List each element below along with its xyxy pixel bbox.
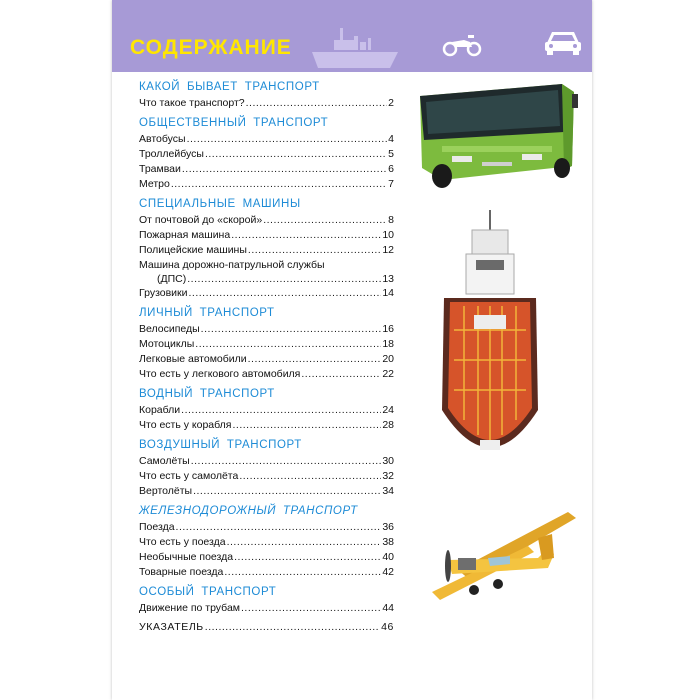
toc-section <box>139 437 394 499</box>
page-number: 36 <box>382 521 394 533</box>
leader-dots <box>234 550 381 565</box>
entry-label: Товарные поезда <box>139 566 224 578</box>
toc-entry[interactable] <box>139 454 394 469</box>
toc-entry[interactable] <box>139 337 394 352</box>
entry-label: Необычные поезда <box>139 551 234 563</box>
page-number: 22 <box>382 368 394 380</box>
entry-label: Поезда <box>139 521 175 533</box>
toc-entry[interactable] <box>139 96 394 111</box>
airplane-illustration <box>418 508 582 608</box>
page-number: 16 <box>382 323 394 335</box>
page-number: 5 <box>388 148 394 160</box>
entry-label: Что есть у легкового автомобиля <box>139 368 301 380</box>
section-title[interactable]: ВОЗДУШНЫЙ ТРАНСПОРТ <box>139 439 302 451</box>
toc-entry[interactable] <box>139 147 394 162</box>
entry-label: Что есть у самолёта <box>139 470 239 482</box>
ship-illustration <box>434 210 546 472</box>
leader-dots <box>181 403 381 418</box>
entry-label: Пожарная машина <box>139 229 231 241</box>
toc-entry[interactable] <box>139 243 394 258</box>
page-number: 40 <box>382 551 394 563</box>
entry-label: Легковые автомобили <box>139 353 247 365</box>
page-number: 7 <box>388 178 394 190</box>
toc-entry[interactable] <box>139 367 394 382</box>
leader-dots <box>227 535 382 550</box>
bus-illustration <box>412 82 582 190</box>
toc-section <box>139 503 394 580</box>
entry-label: От почтовой до «скорой» <box>139 214 263 226</box>
leader-dots <box>205 147 387 162</box>
toc-entry[interactable] <box>139 403 394 418</box>
leader-dots <box>246 96 388 111</box>
toc-section <box>139 305 394 382</box>
page-number: 18 <box>382 338 394 350</box>
entry-label: Машина дорожно-патрульной службы <box>139 259 325 271</box>
entry-label: Что такое транспорт? <box>139 97 245 109</box>
page-number: 38 <box>382 536 394 548</box>
toc-section <box>139 196 394 301</box>
toc-section <box>139 115 394 192</box>
page-number: 24 <box>382 404 394 416</box>
page-number: 34 <box>382 485 394 497</box>
entry-label: Мотоциклы <box>139 338 195 350</box>
toc-section <box>139 620 394 635</box>
toc-entry[interactable] <box>139 228 394 243</box>
leader-dots <box>233 418 382 433</box>
toc-entry[interactable] <box>139 286 394 301</box>
toc-entry[interactable] <box>139 535 394 550</box>
toc-entry[interactable] <box>139 565 394 580</box>
page-number: 10 <box>382 229 394 241</box>
entry-label: Троллейбусы <box>139 148 204 160</box>
toc-entry[interactable] <box>139 601 394 616</box>
leader-dots <box>201 322 382 337</box>
toc-entry[interactable] <box>139 550 394 565</box>
section-title[interactable]: ЖЕЛЕЗНОДОРОЖНЫЙ ТРАНСПОРТ <box>139 505 358 517</box>
entry-label: Грузовики <box>139 287 188 299</box>
toc-entry[interactable] <box>139 520 394 535</box>
page-number: 14 <box>382 287 394 299</box>
section-title[interactable]: ОБЩЕСТВЕННЫЙ ТРАНСПОРТ <box>139 117 329 129</box>
toc-entry[interactable] <box>139 352 394 367</box>
ship-icon <box>310 22 400 72</box>
contents-header <box>112 0 592 72</box>
leader-dots <box>176 520 382 535</box>
entry-label: Что есть у поезда <box>139 536 226 548</box>
leader-dots <box>239 469 381 484</box>
entry-label-continued: (ДПС) <box>157 273 187 285</box>
leader-dots <box>193 484 381 499</box>
section-title[interactable]: ЛИЧНЫЙ ТРАНСПОРТ <box>139 307 275 319</box>
page-number: 2 <box>388 97 394 109</box>
table-of-contents <box>139 75 394 635</box>
leader-dots <box>301 367 381 382</box>
section-title[interactable]: СПЕЦИАЛЬНЫЕ МАШИНЫ <box>139 198 301 210</box>
toc-section <box>139 386 394 433</box>
leader-dots <box>241 601 381 616</box>
section-title[interactable]: ВОДНЫЙ ТРАНСПОРТ <box>139 388 275 400</box>
leader-dots <box>248 243 381 258</box>
toc-section <box>139 79 394 111</box>
toc-section <box>139 584 394 616</box>
page-number: 32 <box>382 470 394 482</box>
leader-dots <box>231 228 381 243</box>
toc-entry[interactable] <box>139 177 394 192</box>
section-title[interactable] <box>139 620 394 635</box>
page-number: 6 <box>388 163 394 175</box>
leader-dots <box>224 565 381 580</box>
leader-dots <box>263 213 387 228</box>
section-title[interactable]: ОСОБЫЙ ТРАНСПОРТ <box>139 586 277 598</box>
leader-dots <box>182 162 387 177</box>
car-icon <box>544 28 582 58</box>
entry-label: Полицейские машины <box>139 244 247 256</box>
page-number: 28 <box>382 419 394 431</box>
entry-label: Самолёты <box>139 455 190 467</box>
entry-label: Что есть у корабля <box>139 419 232 431</box>
entry-label: Метро <box>139 178 170 190</box>
book-page <box>112 0 592 700</box>
leader-dots <box>171 177 387 192</box>
page-title: СОДЕРЖАНИЕ <box>130 36 292 59</box>
section-title[interactable]: КАКОЙ БЫВАЕТ ТРАНСПОРТ <box>139 81 320 93</box>
leader-dots <box>205 620 380 635</box>
leader-dots <box>248 352 382 367</box>
leader-dots <box>187 132 388 147</box>
entry-label: Трамваи <box>139 163 181 175</box>
page-number: 13 <box>382 273 394 285</box>
page-number: 42 <box>382 566 394 578</box>
page-number: 8 <box>388 214 394 226</box>
entry-label: Движение по трубам <box>139 602 241 614</box>
toc-entry[interactable] <box>139 418 394 433</box>
entry-label: Велосипеды <box>139 323 200 335</box>
entry-label: Вертолёты <box>139 485 193 497</box>
page-number: 4 <box>388 133 394 145</box>
page-number: 30 <box>382 455 394 467</box>
toc-entry[interactable] <box>139 484 394 499</box>
toc-entry[interactable] <box>139 132 394 147</box>
toc-entry[interactable] <box>139 258 394 286</box>
page-number: 20 <box>382 353 394 365</box>
section-title-label: УКАЗАТЕЛЬ <box>139 621 204 633</box>
entry-label: Автобусы <box>139 133 186 145</box>
toc-entry[interactable] <box>139 213 394 228</box>
leader-dots <box>189 286 382 301</box>
page-number: 12 <box>382 244 394 256</box>
toc-entry[interactable] <box>139 469 394 484</box>
leader-dots <box>191 454 382 469</box>
leader-dots <box>195 337 381 352</box>
page-number: 46 <box>381 621 394 633</box>
motorcycle-icon <box>442 30 482 58</box>
entry-label: Корабли <box>139 404 181 416</box>
toc-entry[interactable] <box>139 162 394 177</box>
toc-entry[interactable] <box>139 322 394 337</box>
leader-dots <box>187 272 381 286</box>
page-number: 44 <box>382 602 394 614</box>
